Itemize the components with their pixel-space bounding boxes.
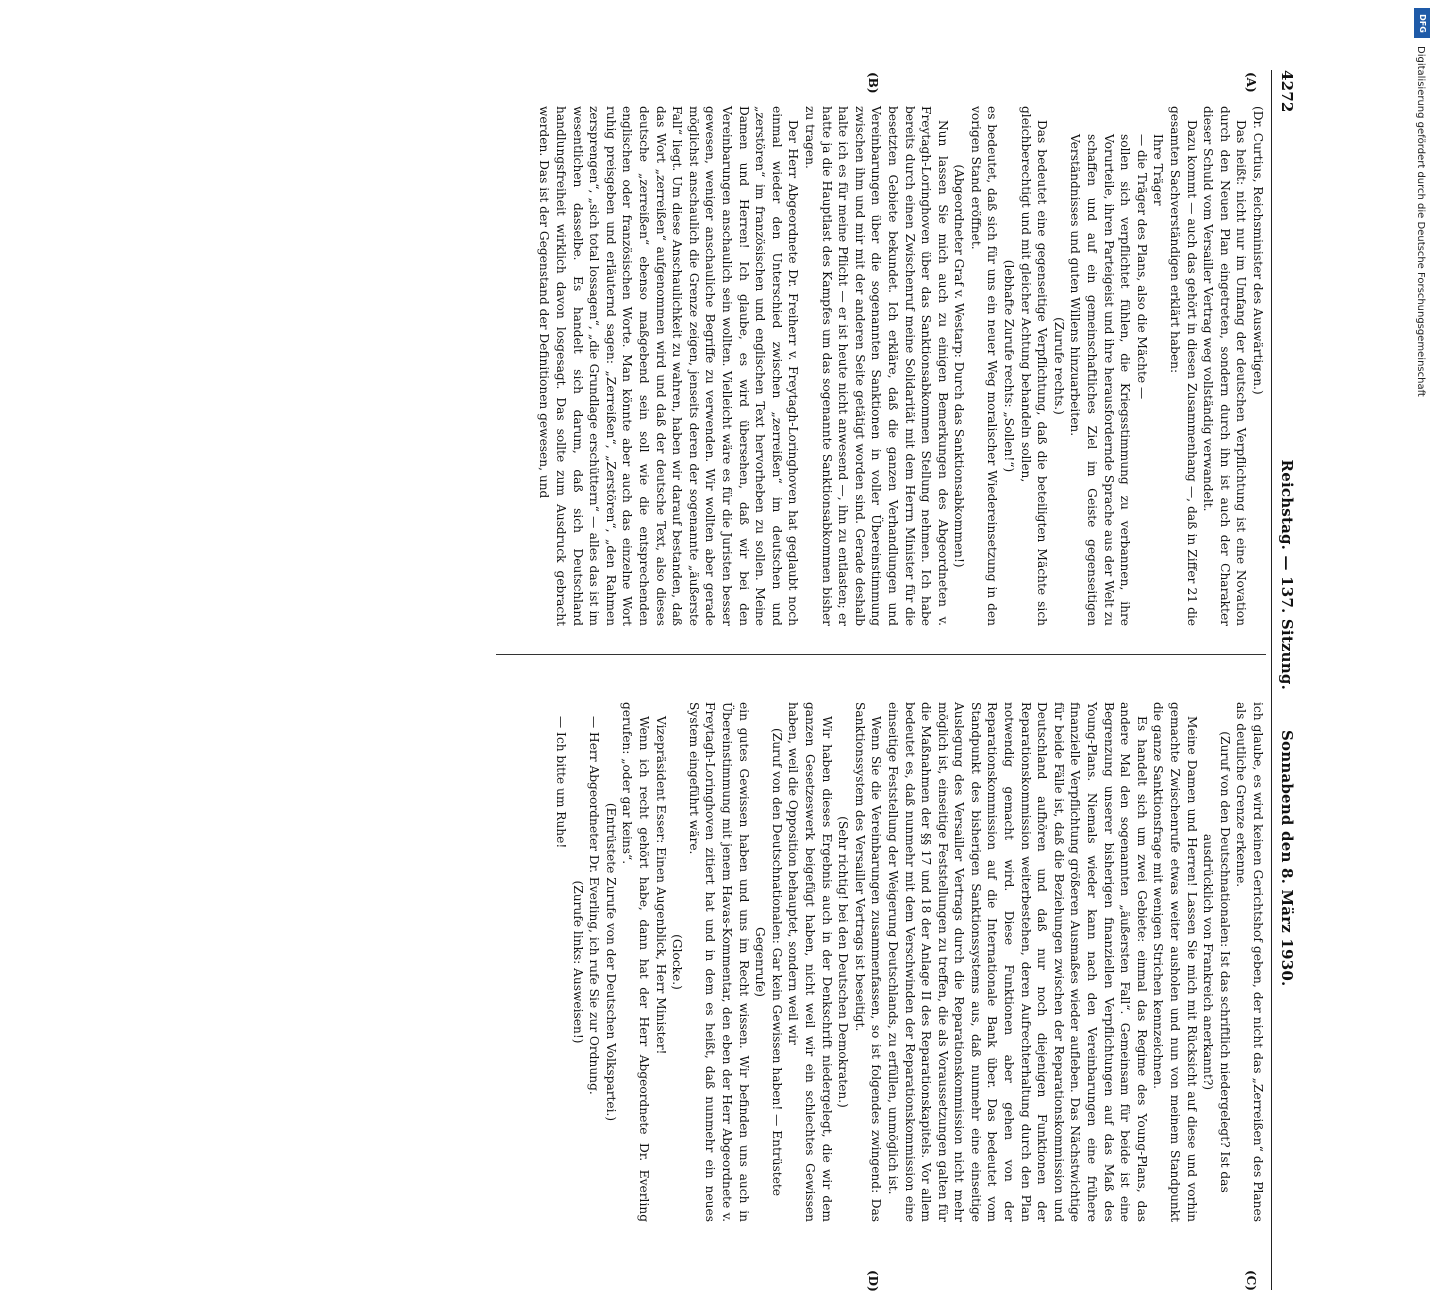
right-column-paragraph: Meine Damen und Herren! Lassen Sie mich mit Rücksicht auf diese und vorhin gemachte Zwischenrufe etwas weiter ausholen und nun von meinem Standpunkt die ganze Sanktionsfrage mit wenigen Strichen kennzeichnen. xyxy=(1151,702,1199,1222)
right-column-paragraph: ein gutes Gewissen haben und uns im Recht wissen. Wir befinden uns auch in Übereinstimmung mit jenem Havas-Kommentar, den eben der Herr Abgeordnete v. Freytagh-Loringhoven zitiert hat und in dem es heißt, daß nunmehr ein neues System eingeführt wäre. xyxy=(686,702,751,1222)
margin-mark-c: (C) xyxy=(1244,1270,1258,1291)
scanned-page xyxy=(80,70,1320,1290)
right-column-paragraph: Wenn ich recht gehört habe, dann hat der Herr Abgeordnete Dr. Everling gerufen: „oder gar keins“. xyxy=(620,702,652,1222)
right-column-paragraph: (Glocke.) xyxy=(670,934,685,990)
session-title: Reichstag. — 137. Sitzung. xyxy=(1278,459,1296,690)
right-column-paragraph: ich glaube, es wird keinen Gerichtshof geben, der nicht das „Zerreißen“ des Planes als deutliche Grenze erkenne. xyxy=(1234,702,1265,1222)
left-column-paragraph: (Dr. Curtius, Reichsminister des Auswärtigen.) xyxy=(1251,106,1265,395)
page-number: 4272 xyxy=(1278,70,1296,113)
left-column-paragraph: Der Herr Abgeordnete Dr. Freiherr v. Freytagh-Loringhoven hat geglaubt noch einmal wieder den Unterschied zwischen „zerreißen“ im deutschen und „zerstören“ im französischen und englischen Text hervorheben zu sollen. Meine Damen und Herren! Ich glaube, es wird übersehen, daß wir bei den Vereinbarungen anschaulich sein wollten. Vielleicht wäre es für die Juristen besser gewesen, weniger anschauliche Begriffe zu verwenden. Wir wollten aber gerade möglichst anschaulich die Grenze zeigen, jenseits deren der sogenannte „äußerste Fall“ liegt. Um diese Anschaulichkeit zu wahren, haben wir darauf bestanden, daß das Wort „zerreißen“ aufgenommen wird und daß der deutsche Text, also dieses deutsche „zerreißen“ ebenso maßgebend sein soll wie die entsprechenden englischen oder französischen Worte. Man könnte aber auch das einzelne Wort ruhig preisgeben und erläuternd sagen: „Zerreißen“, „Zerstören“, „den Rahmen zersprengen“, „sich total lossagen“, „die Grundlage erschüttern“ — alles das ist im wesentlichen dasselbe. Es handelt sich darum, daß sich Deutschland handlungsfreiheit wirklich davon losgesagt. Das sollte zum Ausdruck gebracht werden. Das ist der Gegenstand der Definitionen gewesen, und xyxy=(537,106,801,626)
left-column-paragraph: Nun lassen Sie mich auch zu einigen Bemerkungen des Abgeordneten v. Freytagh-Loringhoven über das Sanktionsabkommen Stellung nehmen. Ich habe bereits durch einen Zwischenruf meine Solidarität mit dem Herrn Minister für die besetzten Gebiete bekundet. Ich erkläre, daß die ganzen Verhandlungen und Vereinbarungen über die sogenannten Sanktionen in voller Übereinstimmung zwischen ihm und mir mit der anderen Seite getätigt worden sind. Gerade deshalb halte ich es für meine Pflicht — er ist heute nicht anwesend —, ihn zu entlasten; er hatte ja die Hauptlast des Kampfes um das sogenannte Sanktionsabkommen bisher zu tragen. xyxy=(802,106,950,626)
left-column-paragraph: Das heißt: nicht nur im Umfang der deutschen Verpflichtung ist eine Novation durch den Neuen Plan eingetreten, sondern durch ihn ist auch der Charakter dieser Schuld vom Versailler Vertrag weg vollständig verwandelt. xyxy=(1201,106,1249,626)
right-column-paragraph: (Zuruf von den Deutschnationalen: Ist das schriftlich niedergelegt? Ist das ausdrücklich von Frankreich anerkannt?) xyxy=(1201,731,1232,1193)
left-text-column xyxy=(536,106,1266,626)
left-column-paragraph: Ihre Träger xyxy=(1151,134,1166,206)
left-column-paragraph: (lebhafte Zurufe rechts: „Sollen!“) xyxy=(1002,259,1017,473)
rotated-page-frame xyxy=(80,70,1300,1292)
left-column-paragraph: Das bedeutet eine gegenseitige Verpflichtung, daß die beteiligten Mächte sich gleichberechtigt und mit gleicher Achtung behandeln sollen, xyxy=(1018,106,1050,626)
right-column-paragraph: (Zurufe links: Ausweisen!) xyxy=(570,880,585,1044)
left-column-paragraph: sollen sich verpflichtet fühlen, die Kriegsstimmung zu verbannen, ihre Vorurteile, ihren Parteigeist und ihre herausfordernde Sprache aus der Welt zu schaffen und auf ein gemeinschaftliches Ziel im Geiste gegenseitigen Verständnisses und guten Willens hinzuarbeiten. xyxy=(1068,134,1133,626)
margin-mark-a: (A) xyxy=(1244,72,1258,93)
right-text-column xyxy=(552,702,1266,1222)
right-column-paragraph: (Entrüstete Zurufe von der Deutschen Volkspartei.) xyxy=(603,802,618,1122)
left-column-paragraph: (Zurufe rechts.) xyxy=(1051,317,1066,415)
right-column-paragraph: Wenn Sie die Vereinbarungen zusammenfassen, so ist folgendes zwingend: Das Sanktionssystem des Versailler Vertrags ist beseitigt. xyxy=(852,702,884,1222)
digitization-credit-text: Digitalisierung gefördert durch die Deutsche Forschungsgemeinschaft xyxy=(1415,46,1426,397)
margin-mark-b: (B) xyxy=(866,72,880,94)
right-column-paragraph: Es handelt sich um zwei Gebiete: einmal das Regime des Young-Plans, das andere Mal den sogenannten „äußersten Fall“. Gemeinsam für beide ist eine Begrenzung unserer bisherigen finanziellen Verpflichtungen auf das Maß des Young-Plans. Niemals wieder kann nach den Vereinbarungen eine frühere finanzielle Verpflichtung größeren Ausmaßes wieder aufleben. Das Nächstwichtige für beide Fälle ist, daß die Beziehungen zwischen der Reparationskommission und Deutschland aufhören und daß nur noch diejenigen Funktionen der Reparationskommission weiterbestehen, deren Aufrechterhaltung durch den Plan notwendig gemacht wird. Diese Funktionen aber gehen von der Reparationskommission auf die Internationale Bank über. Das bedeutet vom Standpunkt des bisherigen Sanktionssystems aus, daß nunmehr eine einseitige Auslegung des Versailler Vertrags durch die Reparationskommission nicht mehr möglich ist, einseitige Feststellungen zu treffen, die als Voraussetzungen galten für die Maßnahmen der §§ 17 und 18 der Anlage II des Reparationskapitels. Vor allem bedeutet es, daß nunmehr mit dem Verschwinden der Reparationskommission eine einseitige Feststellung der Weigerung Deutschlands, zu erfüllen, unmöglich ist. xyxy=(885,702,1149,1222)
right-column-paragraph: (Sehr richtig! bei den Deutschen Demokraten.) xyxy=(836,816,851,1108)
right-column-paragraph: Wir haben dieses Ergebnis auch in der Denkschrift niedergelegt, die wir dem ganzen Gesetzeswerk beigefügt haben, nicht weil wir ein schlechtes Gewissen haben, weil die Opposition behauptet, sondern weil wir xyxy=(786,702,834,1222)
right-column-paragraph: (Zuruf von den Deutschnationalen: Gar kein Gewissen haben! — Entrüstete Gegenrufe) xyxy=(753,727,784,1197)
right-column-paragraph: — Ich bitte um Ruhe! xyxy=(554,716,569,849)
left-column-paragraph: Dazu kommt — auch das gehört in diesen Zusammenhang —, daß in Ziffer 21 die gesamten Sachverständigen erklärt haben: xyxy=(1168,106,1199,626)
left-column-paragraph: — die Träger des Plans, also die Mächte — xyxy=(1134,134,1149,400)
right-column-paragraph: — Herr Abgeordneter Dr. Everling, ich rufe Sie zur Ordnung. xyxy=(587,716,602,1095)
left-column-paragraph: (Abgeordneter Graf v. Westarp: Durch das Sanktionsabkommen!) xyxy=(952,164,967,568)
dfg-logo-text: DFG xyxy=(1417,13,1427,33)
margin-mark-d: (D) xyxy=(866,1270,880,1292)
digitization-credit xyxy=(1412,6,1432,996)
page-header xyxy=(1274,70,1300,1290)
right-column-paragraph: Vizepräsident Esser: Einen Augenblick, Herr Minister! xyxy=(653,716,668,1055)
column-divider xyxy=(496,654,1266,655)
session-date: Sonnabend den 8. März 1930. xyxy=(1278,730,1296,987)
left-column-paragraph: es bedeutet, daß sich für uns ein neuer Weg moralischer Wiedereinsetzung in den vorigen Stand eröffnet. xyxy=(968,106,1000,626)
header-rule xyxy=(1271,70,1272,1290)
